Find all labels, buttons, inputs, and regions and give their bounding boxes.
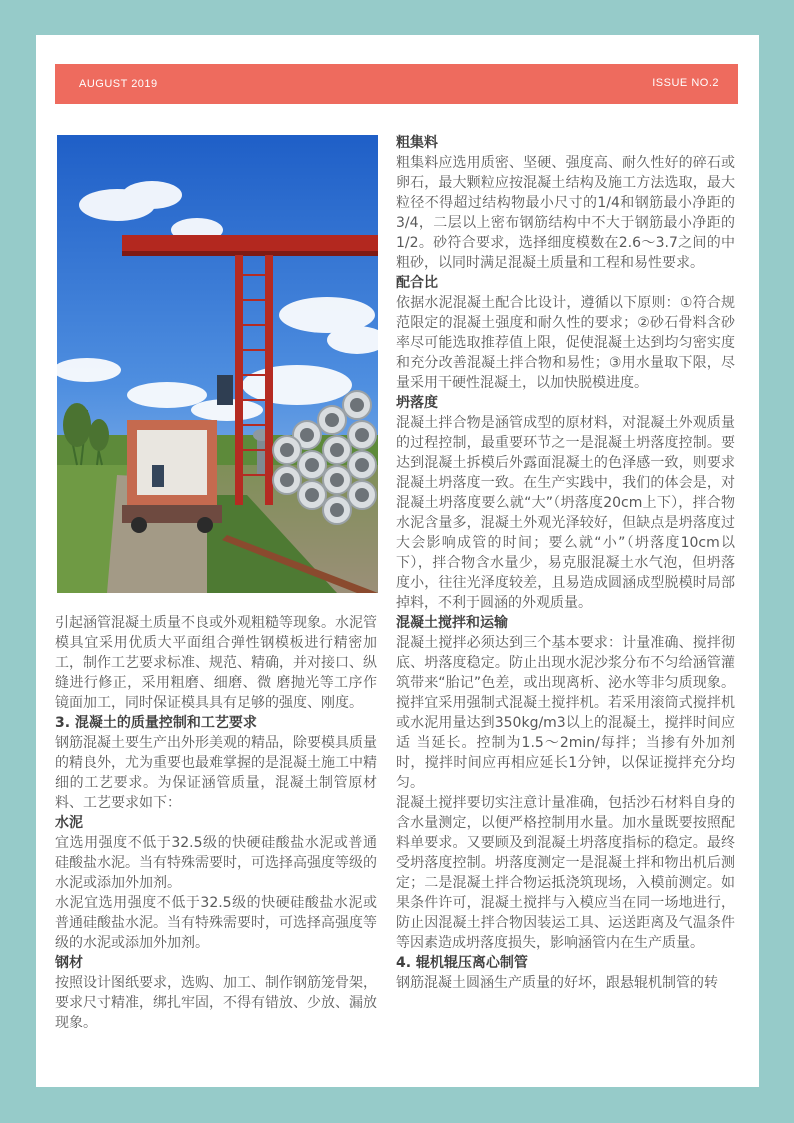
right-column bbox=[396, 133, 735, 993]
paragraph: 钢筋混凝土要生产出外形美观的精品，除要模具质量的精良外，尤为重要也最难掌握的是混凝土施工中精细的工艺要求。为保证涵管质量，混凝土制管原材料、工艺要求如下： bbox=[55, 735, 377, 811]
left-column bbox=[55, 613, 377, 1033]
subheading-steel: 钢材 bbox=[55, 955, 83, 971]
subheading-slump: 坍落度 bbox=[396, 395, 438, 411]
paragraph: 混凝土搅拌必须达到三个基本要求：计量准确、搅拌彻底、坍落度稳定。防止出现水泥沙浆分布不匀给涵管灌筑带来“胎记”色差，或出现离析、泌水等非匀质现象。搅拌宜采用强制式混凝土搅拌机。若采用滚筒式搅拌机或水泥用量达到350kg/m3以上的混凝土，搅拌时间应适 当延长。控制为1.5～2min/每拌；当掺有外加剂时，搅拌时间应再相应延长1分钟，以保证搅拌充分均匀。 bbox=[396, 635, 735, 791]
paragraph: 宜选用强度不低于32.5级的快硬硅酸盐水泥或普通硅酸盐水泥。当有特殊需要时，可选择高强度等级的水泥或添加外加剂。 bbox=[55, 835, 377, 891]
subheading-mix-ratio: 配合比 bbox=[396, 275, 438, 291]
paragraph: 混凝土拌合物是涵管成型的原材料，对混凝土外观质量的过程控制，最重要环节之一是混凝土坍落度控制。要达到混凝土拆模后外露面混凝土的色泽感一致，则要求混凝土坍落度一致。在生产实践中，我们的体会是，对混凝土坍落度要么就“大”（坍落度20cm上下），拌合物水泥含量多，混凝土外观光泽较好，但缺点是坍落度过大会影响成管的时间；要么就“小”（坍落度10cm以下），拌合物含水量少，易克服混凝土水气泡，但坍落度小，往往光泽度较差，且易造成圆涵成型脱模时局部掉料，不利于圆涵的外观质量。 bbox=[396, 415, 735, 611]
section-heading-3: 3. 混凝土的质量控制和工艺要求 bbox=[55, 715, 257, 731]
paragraph: 依据水泥混凝土配合比设计，遵循以下原则：①符合规范限定的混凝土强度和耐久性的要求；②砂石骨料含砂率尽可能选取推荐值上限，促使混凝土达到均匀密实度和充分改善混凝土拌合物和易性；③用水量取下限，尽量采用干硬性混凝土，以加快脱模进度。 bbox=[396, 295, 735, 391]
issue-number: ISSUE NO.2 bbox=[652, 77, 719, 89]
paragraph: 粗集料应选用质密、坚硬、强度高、耐久性好的碎石或卵石，最大颗粒应按混凝土结构及施工方法选取，最大粒径不得超过结构物最小尺寸的1/4和钢筋最小净距的3/4，二层以上密布钢筋结构中不大于钢筋最小净距的1/2。砂符合要求，选择细度模数在2.6～3.7之间的中粗砂，以同时满足混凝土质量和工程和易性要求。 bbox=[396, 155, 735, 271]
construction-photo bbox=[57, 135, 378, 593]
subheading-cement: 水泥 bbox=[55, 815, 83, 831]
issue-date: AUGUST 2019 bbox=[79, 78, 158, 90]
paragraph: 水泥宜选用强度不低于32.5级的快硬硅酸盐水泥或普通硅酸盐水泥。当有特殊需要时，可选择高强度等级的水泥或添加外加剂。 bbox=[55, 895, 377, 951]
subheading-aggregate: 粗集料 bbox=[396, 135, 438, 151]
page bbox=[36, 35, 759, 1087]
paragraph: 混凝土搅拌要切实注意计量准确，包括沙石材料自身的含水量测定，以便严格控制用水量。加水量既要按照配料单要求。又要顾及到混凝土坍落度指标的稳定。最终受坍落度控制。坍落度测定一是混凝土拌和物出机后测定；二是混凝土拌合物运抵浇筑现场，入模前测定。如果条件许可，混凝土搅拌与入模应当在同一场地进行，防止因混凝土拌合物因装运工具、运送距离及气温条件等因素造成坍落度损失，影响涵管内在生产质量。 bbox=[396, 795, 735, 951]
paragraph: 按照设计图纸要求，选购、加工、制作钢筋笼骨架，要求尺寸精准，绑扎牢固，不得有错放、少放、漏放现象。 bbox=[55, 975, 377, 1031]
paragraph: 钢筋混凝土圆涵生产质量的好坏，跟悬辊机制管的转 bbox=[396, 975, 718, 991]
paragraph: 引起涵管混凝土质量不良或外观粗糙等现象。水泥管模具宜采用优质大平面组合弹性钢模板进行精密加工，制作工艺要求标准、规范、精确，并对接口、纵缝进行修正，采用粗磨、细磨、微 磨抛光等工序作镜面加工，同时保证模具具有足够的强度、刚度。 bbox=[55, 615, 377, 711]
subheading-mixing: 混凝土搅拌和运输 bbox=[396, 615, 508, 631]
gantry-crane-image bbox=[57, 135, 378, 593]
header-bar bbox=[55, 64, 738, 104]
section-heading-4: 4. 辊机辊压离心制管 bbox=[396, 955, 528, 971]
